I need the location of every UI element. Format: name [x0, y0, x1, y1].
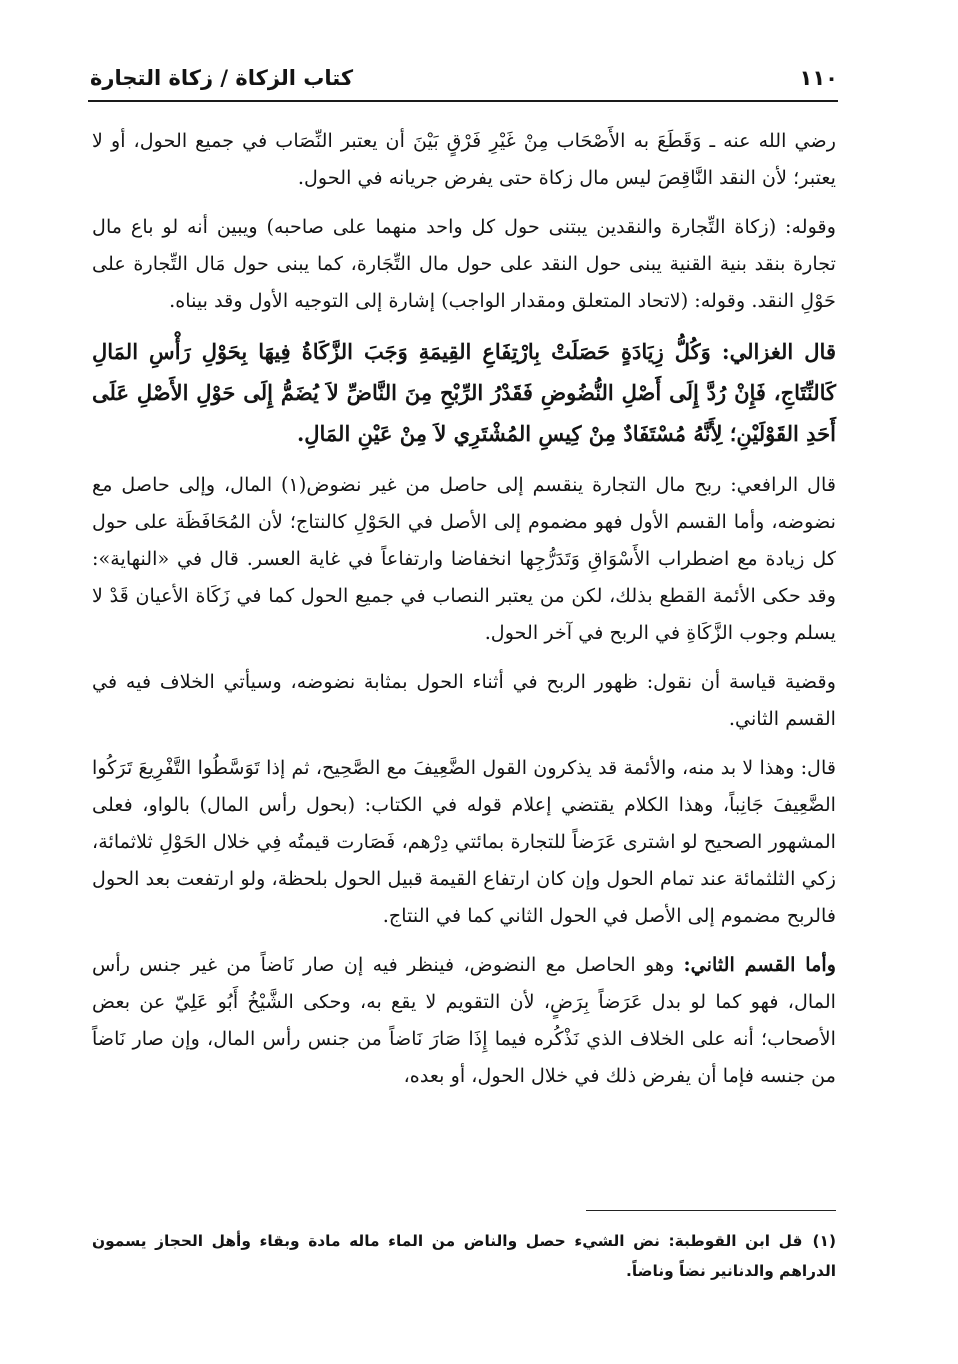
paragraph-1: رضي الله عنه ـ وَقَطَعَ به الأَصْحَاب مِنْ غَيْرِ فَرْقٍ بَيْنَ أن يعتبر النِّصَاب في جميع الحول، أو لا يعتبر؛ لأن النقد النَّاقِصَ ليس مال زكاة حتى يفرض جريانه في الحول. — [92, 129, 836, 189]
footnote-rule — [586, 1210, 836, 1211]
paragraph-second-section — [92, 946, 836, 1094]
footnote-number: (١) — [812, 1232, 836, 1250]
header-rule — [88, 100, 838, 102]
section-lead: وأما القسم الثاني: — [683, 953, 836, 976]
paragraph-6: قال: وهذا لا بد منه، والأئمة قد يذكرون القول الضَّعِيفَ مع الصَّحِيح، ثم إذا تَوَسَّطُوا التَّفْرِيعَ تَرَكُوا الضَّعِيفَ جَانِباً، وهذا الكلام يقتضي إعلام قوله في الكتاب: (بحول رأس المال) بالواو، فعلى المشهور الصحيح لو اشترى عَرَضاً للتجارة بمائتي دِرْهم، فَصَارت قيمتُه فِي خلال الحَوْلِ ثلاثمائة، زكي الثلثمائة عند تمام الحول وإن كان ارتفاع القيمة قبيل الحول بلحظة، ولو ارتفعت بعد الحول فالربح مضموم إلى الأصل في الحول الثاني كما في النتاج. — [92, 756, 836, 927]
page-header — [90, 58, 838, 98]
paragraph-rafii: قال الرافعي: ربح مال التجارة ينقسم إلى حاصل من غير نضوض(١) المال، وإلى حاصل مع نضوضه، وأما القسم الأول فهو مضموم إلى الأصل في الحَوْلِ كالنتاج؛ لأن المُحَافَظَة على حول كل زيادة مع اضطراب الأَسْوَاقِ وَتَدَرُّجِها انخفاضا وارتفاعاً في غاية العسر. قال في «النهاية»: وقد حكى الأئمة القطع بذلك، لكن من يعتبر النصاب في جميع الحول كما في زَكَاة الأعيان قَدْ لا يسلم وجوب الزَّكَاةِ في الربح في آخر الحول. — [92, 473, 836, 644]
footnote-text: قل ابن القوطبة: نض الشيء حصل والناض من الماء ماله مادة وبقاء وأهل الحجاز يسمون الدراهم والدنانير نضاً وناضاً. — [92, 1232, 836, 1280]
ghazali-quote: قال الغزالي: وَكُلُّ زِيَادَةٍ حَصَلَتْ بِارْتِفَاعِ القِيمَةِ وَجَبَ الزَّكَاةُ فِيهَا بِحَوْلِ رَأْسِ المَالِ كَالنِّتَاجِ، فَإِنْ رُدَّ إِلَى أَصْلِ النُّضُوضِ فَقَدْرُ الرِّبْحِ مِنَ النَّاضِّ لاَ يُضَمُّ إِلَى حَوْلِ الأَصْلِ عَلَى أَحَدِ القَوْلَيْنِ؛ لِأَنَّهُ مُسْتَفَادٌ مِنْ كِيسِ المُشْتَرِي لاَ مِنْ عَيْنِ المَالِ. — [92, 339, 836, 446]
running-title: كتاب الزكاة / زكاة التجارة — [90, 66, 354, 90]
section-text: وهو الحاصل مع النضوض، فينظر فيه إن صار نَاضاً من غير جنس رأس المال، فهو كما لو بدل عَرَضاً بِرَضٍ، لأن التقويم لا يقع به، وحكى الشَّيْخُ أَبُو عَلِيّ عن بعض الأصحاب؛ أنه على الخلاف الذي نَذْكُره فيما إِذَا صَارَ نَاضاً من جنس رأس المال، وإن صار نَاضاً من جنسه فإما أن يفرض ذلك في خلال الحول، أو بعده، — [92, 953, 836, 1087]
paragraph-5: وقضية قياسة أن نقول: ظهور الربح في أثناء الحول بمثابة نضوضه، وسيأتي الخلاف فيه في القسم الثاني. — [92, 670, 836, 730]
page-number: ١١٠ — [799, 66, 838, 90]
paragraph-2: وقوله: (زكاة التِّجارة والنقدين يبتنى حول كل واحد منهما على صاحبه) ويبين أنه لو باع مال تجارة بنقد بنية القنية يبنى حول النقد على حول مال التِّجَارة، كما يبنى حول مَال التِّجارة على حَوْلِ النقد. وقوله: (لاتحاد المتعلق ومقدار الواجب) إشارة إلى التوجيه الأول وقد بيناه. — [92, 215, 836, 312]
main-text — [92, 122, 836, 1106]
footnote — [92, 1226, 836, 1286]
